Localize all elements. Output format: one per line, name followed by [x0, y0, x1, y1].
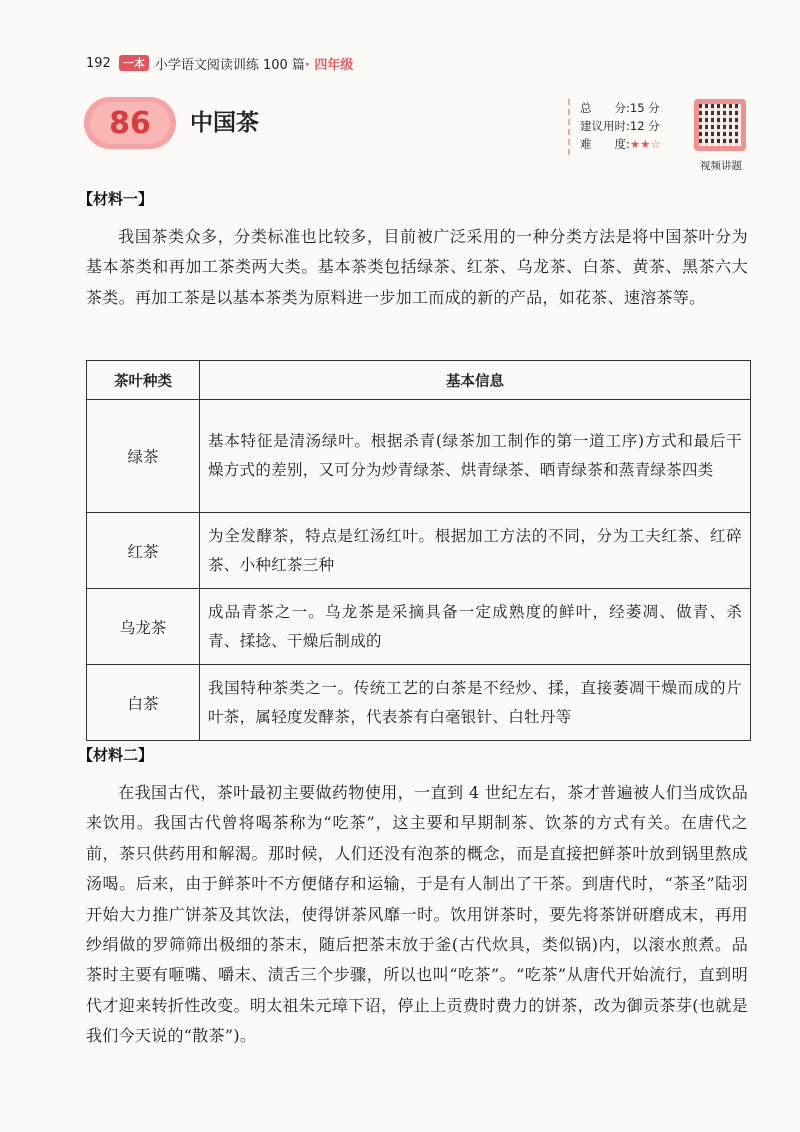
- total-score: 总 分:15 分: [580, 101, 660, 115]
- table-header-row: [87, 361, 751, 400]
- lesson-number: 86: [90, 102, 170, 144]
- page-number: 192: [86, 55, 111, 71]
- tea-name: 乌龙茶: [87, 589, 200, 665]
- lesson-title: 中国茶: [190, 110, 259, 136]
- difficulty: [580, 135, 702, 153]
- book-title: 小学语文阅读训练 100 篇: [154, 57, 305, 73]
- table-header-type: 茶叶种类: [87, 361, 200, 400]
- tea-info: 为全发酵茶，特点是红汤红叶。根据加工方法的不同，分为工夫红茶、红碎茶、小种红茶三种: [200, 513, 751, 589]
- tea-info: 我国特种茶类之一。传统工艺的白茶是不经炒、揉，直接萎凋干燥而成的片叶茶，属轻度发酵茶，代表茶有白毫银针、白牡丹等: [200, 665, 751, 741]
- lesson-number-badge: [84, 97, 176, 149]
- table-row: [87, 400, 751, 513]
- tea-name: 绿茶: [87, 400, 200, 513]
- material1-paragraph: [86, 222, 748, 313]
- material2-heading: 【材料二】: [78, 746, 154, 764]
- material1-text: 我国茶类众多，分类标准也比较多，目前被广泛采用的一种分类方法是将中国茶叶分为基本茶类和再加工茶类两大类。基本茶类包括绿茶、红茶、乌龙茶、白茶、黄茶、黑茶六大茶类。再加工茶是以基本茶类为原料进一步加工而成的新的产品，如花茶、速溶茶等。: [86, 227, 748, 307]
- tea-info: 成品青茶之一。乌龙茶是采摘具备一定成熟度的鲜叶，经萎凋、做青、杀青、揉捻、干燥后制成的: [200, 589, 751, 665]
- page-header: [86, 52, 353, 74]
- table-row: [87, 665, 751, 741]
- difficulty-stars: ★★☆: [629, 137, 661, 151]
- info-card: [568, 99, 702, 155]
- table-row: [87, 589, 751, 665]
- brand-logo: 一本: [119, 55, 149, 71]
- material2-paragraph: [86, 778, 748, 1052]
- qr-label: 视频讲题: [700, 160, 742, 172]
- difficulty-label: 难 度:: [580, 137, 630, 151]
- tea-name: 红茶: [87, 513, 200, 589]
- qr-code-icon[interactable]: [694, 99, 746, 151]
- tea-name: 白茶: [87, 665, 200, 741]
- table-header-info: 基本信息: [200, 361, 751, 400]
- suggested-time: 建议用时:12 分: [580, 119, 660, 133]
- table-row: [87, 513, 751, 589]
- grade-label: · 四年级: [304, 57, 354, 73]
- tea-table: [86, 360, 751, 741]
- material1-heading: 【材料一】: [78, 190, 154, 208]
- tea-info: 基本特征是清汤绿叶。根据杀青(绿茶加工制作的第一道工序)方式和最后干燥方式的差别，又可分为炒青绿茶、烘青绿茶、晒青绿茶和蒸青绿茶四类: [200, 400, 751, 513]
- material2-text: 在我国古代，茶叶最初主要做药物使用，一直到 4 世纪左右，茶才普遍被人们当成饮品来饮用。我国古代曾将喝茶称为“吃茶”，这主要和早期制茶、饮茶的方式有关。在唐代之前，茶只供药用和解渴。那时候，人们还没有泡茶的概念，而是直接把鲜茶叶放到锅里熬成汤喝。后来，由于鲜茶叶不方便储存和运输，于是有人制出了干茶。到唐代时，“茶圣”陆羽开始大力推广饼茶及其饮法，使得饼茶风靡一时。饮用饼茶时，要先将茶饼研磨成末，再用纱绢做的罗筛筛出极细的茶末，随后把茶末放于釜(古代炊具，类似锅)内，以滚水煎煮。品茶时主要有咂嘴、嚼末、渍舌三个步骤，所以也叫“吃茶”。“吃茶”从唐代开始流行，直到明代才迎来转折性改变。明太祖朱元璋下诏，停止上贡费时费力的饼茶，改为御贡茶芽(也就是我们今天说的“散茶”)。: [86, 783, 748, 1046]
